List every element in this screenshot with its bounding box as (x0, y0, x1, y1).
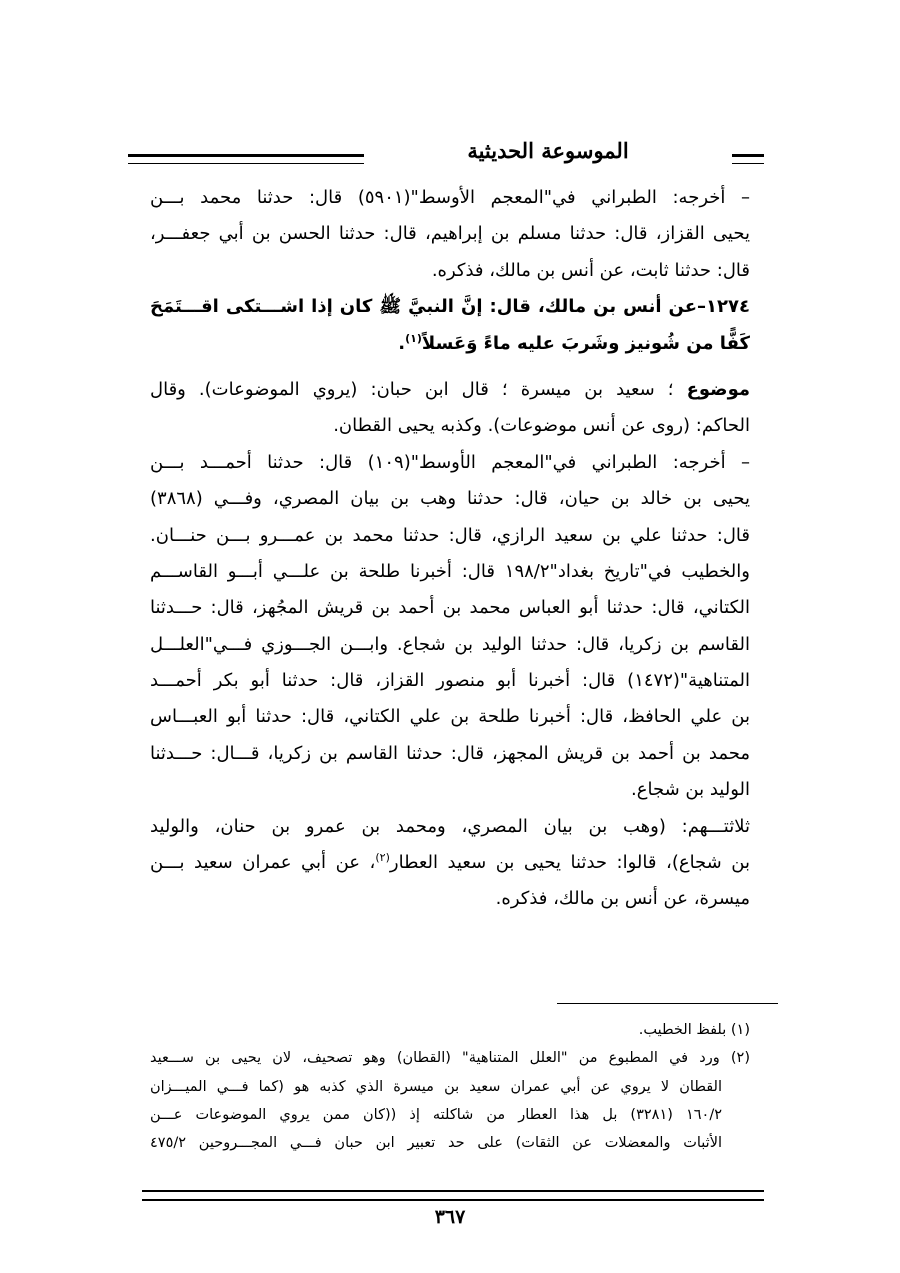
text-line: الكتاني، قال: حدثنا أبو العباس محمد بن أحمد بن قريش المجُهز، قال: حـــدثنا (150, 597, 750, 619)
text-line: والخطيب في"تاريخ بغداد"١٩٨/٢ قال: أخبرنا طلحة بن علـــي أبـــو القاســـم (150, 560, 750, 582)
text-line: القاسم بن زكريا، قال: حدثنا الوليد بن شجاع. وابـــن الجـــوزي فـــي"العلـــل (150, 633, 750, 655)
footnote-ref: (٢) (375, 851, 390, 865)
text-line: ثلاثتـــهم: (وهب بن بيان المصري، ومحمد بن عمرو بن حنان، والوليد (150, 815, 750, 837)
grading-line: الحاكم: (روى عن أنس موضوعات). وكذبه يحيى القطان. (333, 415, 750, 437)
header-rule-right (732, 154, 764, 164)
header-title: الموسوعة الحديثية (467, 138, 629, 163)
page-number: ٣٦٧ (434, 1206, 466, 1228)
text-segment: بن شجاع)، قالوا: حدثنا يحيى بن سعيد العطار (389, 852, 750, 874)
main-text (150, 180, 750, 918)
footnote-2-line: القطان لا يروي عن أبي عمران سعيد بن ميسرة الذي كذبه هو (كما فـــي الميـــزان (150, 1078, 722, 1095)
text-line: يحيى القزاز، قال: حدثنا مسلم بن إبراهيم، قال: حدثنا الحسن بن أبي جعفـــر، (150, 223, 750, 245)
hadith-line (150, 326, 750, 362)
grading-line (150, 372, 750, 408)
footnote-1: (١) بلفظ الخطيب. (638, 1022, 750, 1038)
running-header (128, 138, 764, 172)
text-line: المتناهية"(١٤٧٢) قال: أخبرنا أبو منصور القزاز، قال: حدثنا أبو بكر أحمـــد (150, 670, 750, 692)
footnotes (150, 1016, 750, 1157)
footnote-separator (557, 1003, 778, 1004)
text-line (150, 845, 750, 881)
footnote-2-line: ١٦٠/٢ (٣٢٨١) بل هذا العطار من شاكلته إذ ((كان ممن يروي الموضوعات عـــن (150, 1106, 722, 1123)
text-line: محمد بن أحمد بن قريش المجهز، قال: حدثنا القاسم بن زكريا، قـــال: حـــدثنا (150, 742, 750, 764)
text-line: – أخرجه: الطبراني في"المعجم الأوسط"(١٠٩) قال: حدثنا أحمـــد بـــن (150, 451, 750, 473)
text-line: قال: حدثنا ثابت، عن أنس بن مالك، فذكره. (431, 259, 750, 281)
footnote-ref: (١) (405, 331, 422, 345)
text-line: – أخرجه: الطبراني في"المعجم الأوسط"(٥٩٠١) قال: حدثنا محمد بـــن (150, 187, 750, 208)
text-line: ميسرة، عن أنس بن مالك، فذكره. (495, 888, 750, 910)
text-line: الوليد بن شجاع. (631, 779, 750, 801)
text-segment: ، عن أبي عمران سعيد بـــن (150, 852, 376, 874)
text-line: بن علي الحافظ، قال: أخبرنا طلحة بن علي الكتاني، قال: حدثنا أبو العبـــاس (150, 706, 750, 728)
grading-text: ؛ سعيد بن ميسرة ؛ قال ابن حبان: (يروي الموضوعات). وقال (150, 378, 674, 400)
hadith-text: كَفًّا من شُونيز وشَربَ عليه ماءً وَعَسلاً (421, 332, 750, 354)
grading-label: موضوع (686, 378, 750, 400)
text-line: قال: حدثنا علي بن سعيد الرازي، قال: حدثنا محمد بن عمـــرو بـــن حنـــان. (150, 524, 750, 546)
hadith-end: . (398, 332, 406, 354)
hadith-line: ١٢٧٤–عن أنس بن مالك، قال: إنَّ النبيَّ ﷺ كان إذا اشـــتكى اقـــتَمَحَ (150, 296, 750, 318)
footnote-2-line: الأثبات والمعضلات عن الثقات) على حد تعبير ابن حبان فـــي المجـــروحين ٤٧٥/٢ (150, 1135, 722, 1152)
header-rule-left (128, 154, 364, 164)
footnote-2-line: (٢) ورد في المطبوع من "العلل المتناهية" (القطان) وهو تصحيف، لان يحيى بن ســـعيد (150, 1050, 750, 1067)
bottom-rule (142, 1190, 764, 1201)
text-line: يحيى بن خالد بن حيان، قال: حدثنا وهب بن بيان المصري، وفـــي (٣٨٦٨) (150, 488, 750, 510)
